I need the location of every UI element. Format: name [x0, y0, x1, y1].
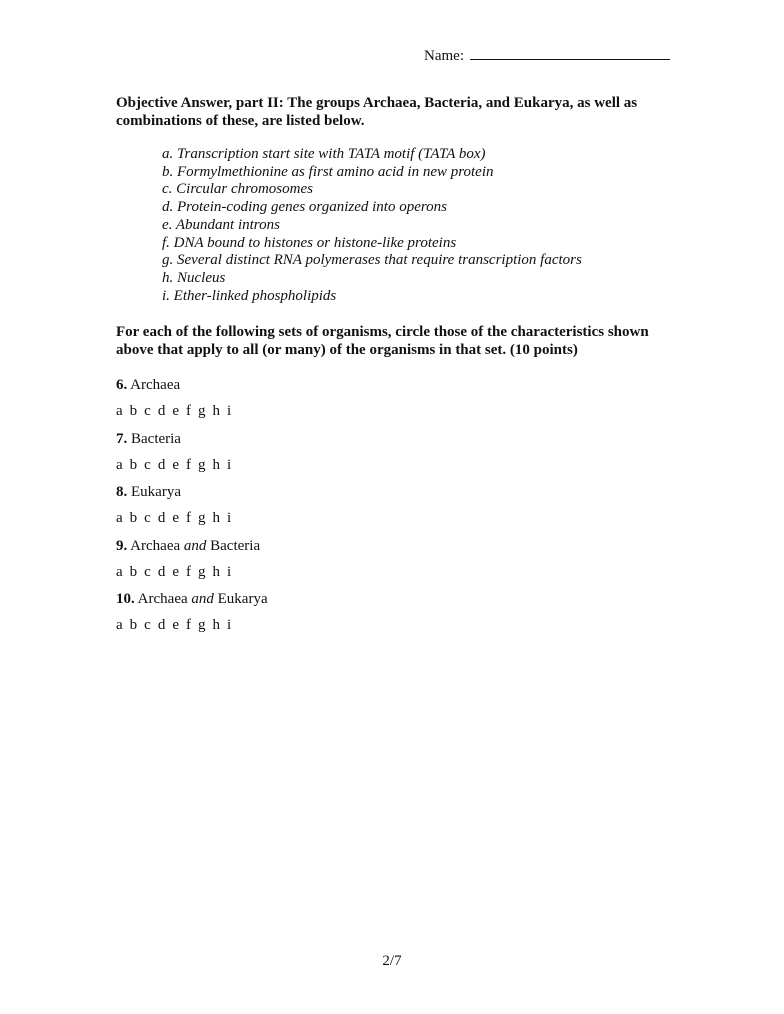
question-6	[116, 376, 676, 430]
answer-option-f[interactable]: f	[186, 563, 192, 580]
answer-option-b[interactable]: b	[129, 617, 138, 633]
question-title	[116, 483, 676, 509]
answer-option-h[interactable]: h	[212, 617, 221, 633]
answer-options	[116, 402, 676, 420]
answer-option-f[interactable]: f	[186, 617, 192, 633]
characteristic-e: e. Abundant introns	[162, 216, 280, 233]
answer-option-i[interactable]: i	[227, 510, 232, 526]
answer-option-e[interactable]: e	[172, 510, 180, 526]
characteristic-d: d. Protein-coding genes organized into operons	[162, 199, 447, 216]
answer-options	[116, 456, 676, 474]
characteristic-a: a. Transcription start site with TATA motif (TATA box)	[162, 146, 486, 162]
question-8	[116, 483, 676, 537]
answer-option-h[interactable]: h	[212, 403, 221, 419]
question-conjunction: and	[183, 537, 207, 554]
question-number: 6.	[116, 377, 128, 393]
answer-option-c[interactable]: c	[144, 403, 151, 419]
answer-option-g[interactable]: g	[198, 563, 206, 580]
question-group: Archaea	[134, 591, 192, 607]
answer-option-h[interactable]: h	[212, 456, 221, 473]
name-label: Name:	[424, 48, 464, 64]
answer-option-d[interactable]: d	[157, 403, 166, 419]
answer-option-b[interactable]: b	[129, 510, 138, 526]
question-9	[116, 537, 676, 591]
question-group: Eukarya	[127, 484, 181, 500]
question-group: Bacteria	[127, 430, 181, 447]
answer-options	[116, 616, 676, 634]
characteristic-f: f. DNA bound to histones or histone-like proteins	[162, 234, 457, 251]
answer-option-e[interactable]: e	[172, 403, 180, 419]
question-number: 7.	[116, 430, 128, 447]
question-number: 10.	[116, 591, 135, 607]
question-group: Archaea	[127, 377, 181, 393]
question-10	[116, 590, 676, 644]
name-blank-line[interactable]	[470, 47, 670, 60]
answer-option-f[interactable]: f	[186, 510, 192, 526]
answer-option-e[interactable]: e	[172, 456, 180, 473]
question-7	[116, 430, 676, 484]
answer-option-i[interactable]: i	[227, 403, 232, 419]
question-number: 8.	[116, 484, 128, 500]
answer-option-g[interactable]: g	[198, 510, 206, 526]
answer-option-i[interactable]: i	[227, 563, 232, 580]
question-conjunction: and	[191, 591, 214, 607]
answer-option-c[interactable]: c	[144, 563, 151, 580]
answer-option-a[interactable]: a	[116, 563, 123, 580]
answer-option-c[interactable]: c	[144, 456, 151, 473]
answer-option-g[interactable]: g	[198, 403, 206, 419]
question-title	[116, 537, 676, 563]
answer-option-c[interactable]: c	[144, 617, 151, 633]
answer-option-a[interactable]: a	[116, 456, 123, 473]
question-title	[116, 376, 676, 402]
answer-option-f[interactable]: f	[186, 403, 192, 419]
answer-option-g[interactable]: g	[198, 456, 206, 473]
answer-option-a[interactable]: a	[116, 617, 123, 633]
question-group: Eukarya	[213, 591, 268, 607]
answer-option-b[interactable]: b	[129, 456, 138, 473]
answer-option-a[interactable]: a	[116, 403, 123, 419]
answer-option-h[interactable]: h	[212, 563, 221, 580]
answer-option-i[interactable]: i	[227, 617, 232, 633]
answer-option-d[interactable]: d	[157, 563, 166, 580]
answer-option-e[interactable]: e	[172, 563, 180, 580]
characteristic-h: h. Nucleus	[162, 269, 226, 286]
question-title	[116, 590, 676, 616]
characteristic-c: c. Circular chromosomes	[162, 181, 313, 198]
answer-option-g[interactable]: g	[198, 617, 206, 633]
question-title	[116, 430, 676, 456]
characteristic-i: i. Ether-linked phospholipids	[162, 287, 337, 304]
answer-options	[116, 509, 676, 527]
answer-option-a[interactable]: a	[116, 510, 123, 526]
answer-options	[116, 563, 676, 581]
question-group: Bacteria	[206, 537, 261, 554]
answer-option-i[interactable]: i	[227, 456, 232, 473]
characteristics-list	[162, 146, 582, 305]
question-group: Archaea	[127, 537, 184, 554]
question-number: 9.	[116, 537, 128, 554]
answer-option-h[interactable]: h	[212, 510, 221, 526]
answer-option-b[interactable]: b	[129, 563, 138, 580]
characteristic-g: g. Several distinct RNA polymerases that require transcription factors	[162, 252, 582, 269]
characteristic-b: b. Formylmethionine as first amino acid in new protein	[162, 163, 494, 180]
answer-option-d[interactable]: d	[157, 617, 166, 633]
page-number: 2/7	[382, 953, 402, 969]
section-heading: Objective Answer, part II: The groups Archaea, Bacteria, and Eukarya, as well as combinations of these, are listed below.	[116, 95, 638, 129]
questions-list	[116, 376, 676, 644]
answer-option-d[interactable]: d	[157, 510, 166, 526]
answer-option-b[interactable]: b	[129, 403, 138, 419]
answer-option-e[interactable]: e	[172, 617, 180, 633]
answer-option-f[interactable]: f	[186, 456, 192, 473]
name-field	[424, 47, 670, 65]
answer-option-d[interactable]: d	[157, 456, 166, 473]
instructions: For each of the following sets of organisms, circle those of the characteristics shown above that apply to all (or many) of the organisms in that set. (10 points)	[116, 324, 649, 358]
answer-option-c[interactable]: c	[144, 510, 151, 526]
